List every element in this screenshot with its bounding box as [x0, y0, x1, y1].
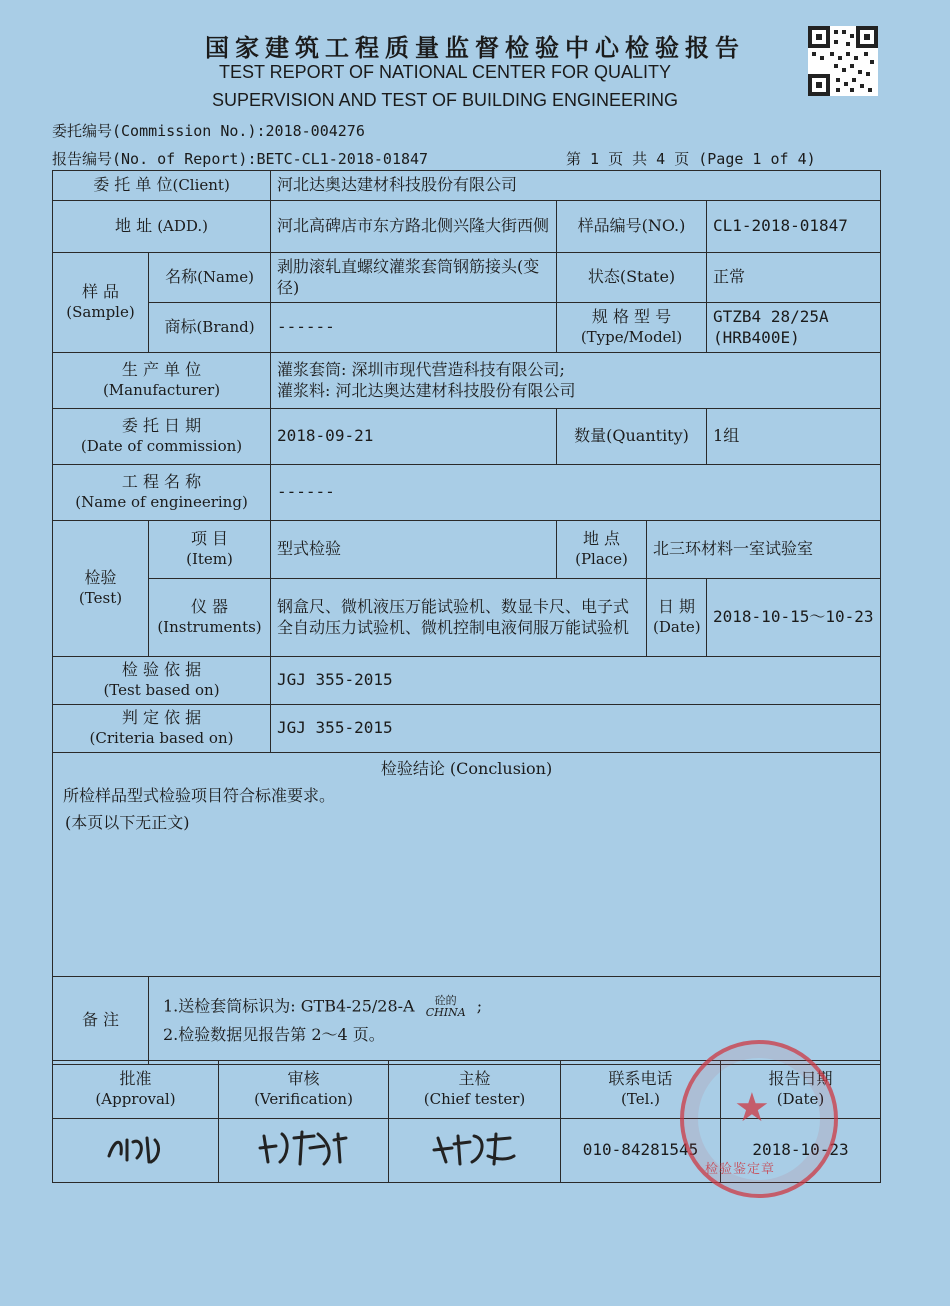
brand-label-cn: 商标 [164, 317, 197, 337]
report-date-label-cn: 报告日期 [768, 1069, 833, 1089]
manufacturer-row [53, 353, 881, 409]
client-label [53, 171, 271, 201]
approval-signature [53, 1119, 219, 1183]
item-label [149, 521, 271, 579]
manufacturer-value [271, 353, 881, 409]
chief-tester-signature-icon [430, 1126, 520, 1170]
approval-label-cn: 批准 [119, 1069, 152, 1089]
verification-label [219, 1061, 389, 1119]
type-model-value-1: GTZB4 28/25A [713, 306, 829, 326]
sample-name-label-en: (Name) [197, 268, 254, 287]
stamp-text: 检验鉴定章 [705, 1162, 776, 1177]
sample-name-label-cn: 名称 [165, 267, 198, 287]
address-label-en: (ADD.) [157, 217, 209, 236]
chief-tester-label-cn: 主检 [458, 1069, 491, 1089]
sample-no-value: CL1-2018-01847 [707, 201, 881, 253]
engineering-label-en: (Name of engineering) [75, 493, 248, 512]
tel-label-cn: 联系电话 [608, 1069, 673, 1089]
sample-name-label [149, 253, 271, 303]
instruments-label [149, 579, 271, 657]
chief-tester-label [389, 1061, 561, 1119]
manufacturer-label [53, 353, 271, 409]
manufacturer-value-1: 灌浆套筒: 深圳市现代营造科技有限公司; [277, 359, 565, 379]
engineering-label-cn: 工 程 名 称 [121, 472, 202, 492]
conclusion-heading: 检验结论 (Conclusion) [380, 759, 553, 778]
test-date-label [647, 579, 707, 657]
test-basis-row [53, 657, 881, 705]
approval-label-en: (Approval) [95, 1090, 176, 1109]
engineering-value: ------ [271, 465, 881, 521]
stamp-star-icon: ★ [734, 1085, 770, 1131]
test-label-cn: 检验 [84, 568, 117, 588]
test-instruments-row [53, 579, 881, 657]
report-date-value: 2018-10-23 [721, 1119, 881, 1183]
client-label-en: (Client) [172, 176, 230, 195]
remarks-line-1-text: 1.送检套筒标识为: GTB4-25/28-A [163, 996, 415, 1016]
commission-no: 委托编号(Commission No.):2018-004276 [52, 122, 365, 140]
tel-value: 010-84281545 [561, 1119, 721, 1183]
remarks-mark-bottom: CHINA [425, 1006, 466, 1020]
commission-date-value: 2018-09-21 [271, 409, 557, 465]
place-label-en: (Place) [575, 550, 628, 569]
address-value: 河北高碑店市东方路北侧兴隆大街西侧 [271, 201, 557, 253]
criteria-label-en: (Criteria based on) [89, 729, 234, 748]
criteria-label-cn: 判 定 依 据 [121, 708, 202, 728]
item-label-en: (Item) [186, 550, 233, 569]
criteria-label [53, 705, 271, 753]
verification-signature [219, 1119, 389, 1183]
remarks-line-1 [163, 995, 874, 1019]
quantity-label: 数量(Quantity) [557, 409, 707, 465]
verification-signature-icon [254, 1126, 354, 1170]
report-date-label-en: (Date) [776, 1090, 825, 1109]
address-row [53, 201, 881, 253]
remarks-line-1-end: ; [476, 996, 483, 1016]
manufacturer-label-en: (Manufacturer) [102, 381, 221, 400]
client-value: 河北达奥达建材科技股份有限公司 [271, 171, 881, 201]
type-model-value-2: (HRB400E) [713, 327, 800, 347]
instruments-value: 钢盒尺、微机液压万能试验机、数显卡尺、电子式全自动压力试验机、微机控制电液伺服万能试验机 [271, 579, 647, 657]
type-model-label-en: (Type/Model) [580, 328, 683, 347]
test-label [53, 521, 149, 657]
report-title-cn: 国家建筑工程质量监督检验中心检验报告 [205, 33, 745, 62]
address-label [53, 201, 271, 253]
item-value: 型式检验 [271, 521, 557, 579]
test-basis-label-cn: 检 验 依 据 [121, 660, 202, 680]
conclusion-note: (本页以下无正文) [65, 812, 190, 832]
verification-label-cn: 审核 [287, 1069, 320, 1089]
state-value: 正常 [707, 253, 881, 303]
brand-label-en: (Brand) [196, 318, 255, 337]
test-basis-label-en: (Test based on) [103, 681, 220, 700]
engineering-label [53, 465, 271, 521]
sample-name-value: 剥肋滚轧直螺纹灌浆套筒钢筋接头(变径) [271, 253, 557, 303]
quantity-value: 1组 [707, 409, 881, 465]
remarks-line-2: 2.检验数据见报告第 2～4 页。 [163, 1025, 385, 1045]
test-item-row [53, 521, 881, 579]
test-date-label-en: (Date) [653, 618, 701, 637]
conclusion-cell [53, 753, 881, 977]
brand-label [149, 303, 271, 353]
sample-no-label: 样品编号(NO.) [557, 201, 707, 253]
chief-tester-label-en: (Chief tester) [423, 1090, 526, 1109]
qr-code-icon [808, 26, 878, 96]
report-table [52, 170, 881, 1065]
test-label-en: (Test) [78, 589, 123, 608]
place-label-cn: 地 点 [582, 529, 621, 549]
report-no: 报告编号(No. of Report):BETC-CL1-2018-01847 [52, 150, 429, 168]
commission-date-label [53, 409, 271, 465]
test-date-value: 2018-10-15～10-23 [707, 579, 881, 657]
address-label-cn: 地 址 [115, 216, 153, 236]
criteria-row [53, 705, 881, 753]
client-label-cn: 委 托 单 位 [93, 175, 173, 195]
state-label: 状态(State) [557, 253, 707, 303]
criteria-value: JGJ 355-2015 [271, 705, 881, 753]
sample-label-cn: 样 品 [81, 282, 120, 302]
commission-date-label-en: (Date of commission) [80, 437, 243, 456]
item-label-cn: 项 目 [190, 529, 229, 549]
remarks-mark-top: 砼的 [434, 994, 457, 1007]
approval-label [53, 1061, 219, 1119]
tel-label-en: (Tel.) [621, 1090, 660, 1109]
instruments-label-cn: 仪 器 [190, 597, 229, 617]
type-model-label [557, 303, 707, 353]
test-date-label-cn: 日 期 [657, 597, 696, 617]
page-indicator: 第 1 页 共 4 页 (Page 1 of 4) [566, 150, 816, 168]
sample-label [53, 253, 149, 353]
sample-brand-row [53, 303, 881, 353]
sample-label-en: (Sample) [66, 303, 135, 322]
chief-tester-signature [389, 1119, 561, 1183]
remarks-label: 备 注 [53, 977, 149, 1065]
sample-name-row [53, 253, 881, 303]
manufacturer-label-cn: 生 产 单 位 [121, 360, 202, 380]
type-model-label-cn: 规 格 型 号 [591, 307, 672, 327]
verification-label-en: (Verification) [254, 1090, 353, 1109]
report-title-en-line2: SUPERVISION AND TEST OF BUILDING ENGINEERING [211, 90, 679, 110]
client-row [53, 171, 881, 201]
report-title-en-line1: TEST REPORT OF NATIONAL CENTER FOR QUALITY [218, 62, 672, 82]
place-label [557, 521, 647, 579]
commission-date-row [53, 409, 881, 465]
engineering-row [53, 465, 881, 521]
type-model-value [707, 303, 881, 353]
test-basis-value: JGJ 355-2015 [271, 657, 881, 705]
conclusion-text: 所检样品型式检验项目符合标准要求。 [63, 785, 336, 805]
commission-date-label-cn: 委 托 日 期 [121, 416, 202, 436]
remarks-mark [426, 995, 466, 1019]
instruments-label-en: (Instruments) [157, 618, 262, 637]
test-basis-label [53, 657, 271, 705]
brand-value: ------ [271, 303, 557, 353]
place-value: 北三环材料一室试验室 [647, 521, 881, 579]
approval-signature-icon [101, 1128, 171, 1168]
manufacturer-value-2: 灌浆料: 河北达奥达建材科技股份有限公司 [277, 380, 576, 400]
conclusion-row [53, 753, 881, 977]
